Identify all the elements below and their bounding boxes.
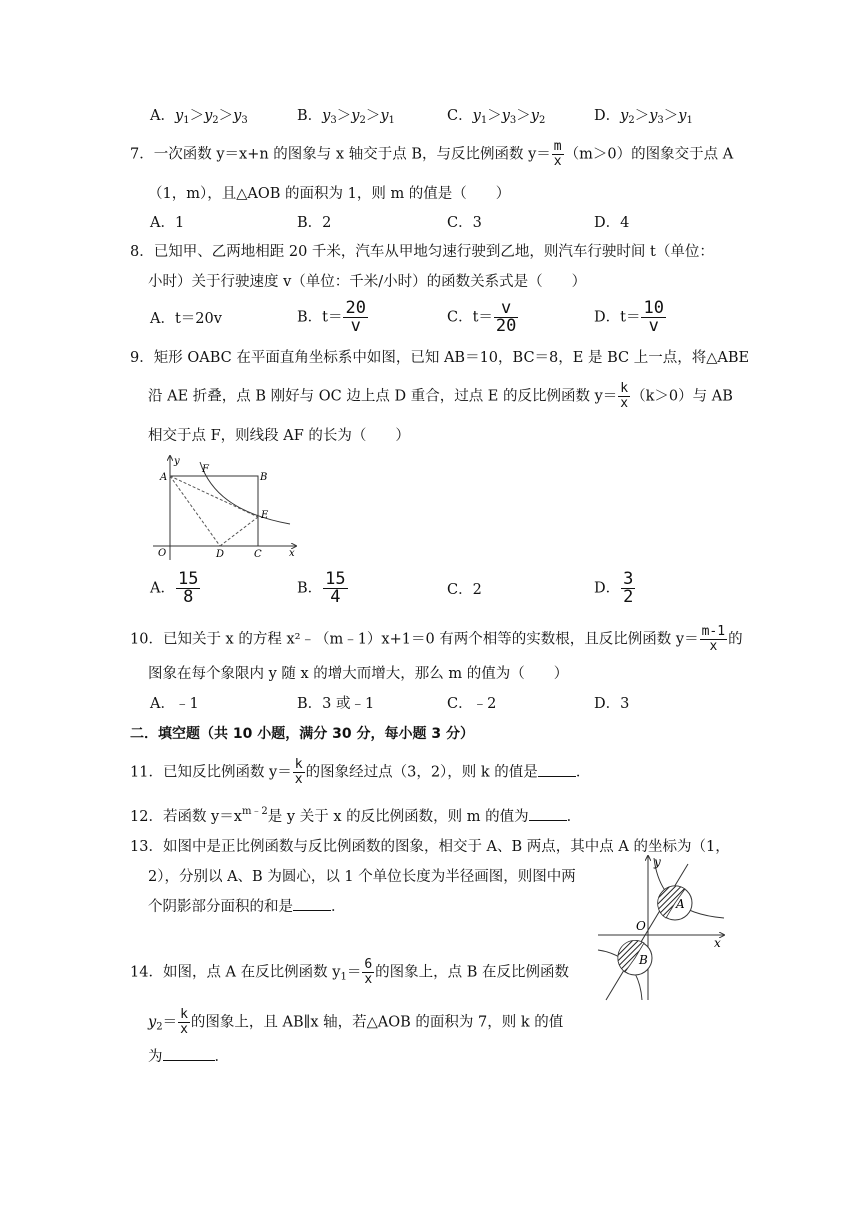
q8-line1: 8．已知甲、乙两地相距 20 千米，汽车从甲地匀速行驶到乙地，则汽车行驶时间 t（单位： — [130, 244, 714, 260]
q9-segment-ae — [170, 476, 258, 517]
q14-answer-blank[interactable] — [163, 1046, 215, 1061]
q9-label-c: C — [254, 549, 262, 560]
q9-option-b: B． $\frac{15}{4}$ — [297, 569, 346, 607]
q7-fraction: $\frac{m}{x}$ — [553, 139, 562, 169]
q9-line1: 9．矩形 OABC 在平面直角坐标系中如图，已知 AB＝10，BC＝8，E 是 BC 上一点，将△ABE — [130, 350, 750, 366]
q9-line2: 沿 AE 折叠，点 B 刚好与 OC 边上点 D 重合，过点 E 的反比例函数 y＝ $\frac{k}{x}$ （k＞0）与 AB — [148, 381, 733, 411]
q10-option-c: C．﹣2 — [447, 696, 497, 712]
q9-label-b: B — [260, 472, 268, 483]
q6-option-d: D．$y_2>y_3>y_1$ — [594, 108, 693, 126]
q9-line3: 相交于点 F，则线段 AF 的长为（ ） — [148, 428, 410, 444]
q13-figure — [596, 852, 730, 1002]
q10-line1: 10．已知关于 x 的方程 x²﹣（m﹣1）x+1＝0 有两个相等的实数根，且反比例函数 y＝ $\frac{m-1}{x}$ 的 — [130, 624, 743, 654]
q11-fraction: $\frac{k}{x}$ — [294, 757, 303, 787]
q10-option-b: B．3 或﹣1 — [297, 696, 375, 712]
q14-fraction-2: $\frac{k}{x}$ — [180, 1007, 188, 1037]
q11-answer-blank[interactable] — [538, 762, 576, 777]
q6-option-c: C．$y_1>y_3>y_2$ — [447, 108, 546, 126]
q9-label-o: O — [158, 548, 167, 559]
q11-line: 11．已知反比例函数 y＝ $\frac{k}{x}$ 的图象经过点（3，2），则 k 的值是 ． — [130, 757, 591, 787]
q13-label-x: x — [714, 936, 721, 950]
q13-line1: 13．如图中是正比例函数与反比例函数的图象，相交于 A、B 两点，其中点 A 的坐标为（1， — [130, 839, 730, 855]
q13-line3: 个阴影部分面积的和是 ． — [148, 896, 346, 917]
q13-label-o: O — [636, 919, 646, 933]
q7-line2: （1，m），且△AOB 的面积为 1，则 m 的值是（ ） — [148, 186, 511, 202]
q7-option-d: D．4 — [594, 215, 630, 231]
q10-fraction: $\frac{m-1}{x}$ — [701, 624, 726, 654]
q10-option-d: D．3 — [594, 696, 630, 712]
q7-option-b: B．2 — [297, 215, 332, 231]
q13-label-y: y — [654, 855, 661, 869]
q9-segment-ad — [170, 476, 220, 546]
q10-line2: 图象在每个象限内 y 随 x 的增大而增大，那么 m 的值为（ ） — [148, 666, 569, 682]
q9-label-x: x — [289, 548, 295, 559]
q8-option-a: A．t＝20v — [150, 311, 222, 327]
q9-segment-de — [220, 517, 258, 546]
q9-label-e: E — [261, 510, 269, 521]
q13-line2: 2），分别以 A、B 为圆心，以 1 个单位长度为半径画图，则图中两 — [148, 869, 576, 885]
q9-label-y: y — [174, 456, 180, 467]
q9-label-a: A — [160, 472, 168, 483]
q9-option-a: A． $\frac{15}{8}$ — [150, 569, 199, 607]
q9-option-d: D． $\frac{3}{2}$ — [594, 569, 634, 607]
q12-line: 12．若函数 $y=x^{m﹣2}$是 y 关于 x 的反比例函数，则 m 的值为 ． — [130, 806, 582, 825]
q9-fraction: $\frac{k}{x}$ — [620, 381, 629, 411]
q7-option-c: C．3 — [447, 215, 482, 231]
q12-answer-blank[interactable] — [529, 806, 567, 821]
q6-option-b: B．$y_3>y_2>y_1$ — [297, 108, 395, 126]
q9-curve — [200, 462, 290, 524]
q9-label-d: D — [216, 549, 225, 560]
q13-label-a: A — [676, 897, 685, 911]
q6-option-a: A．$y_1>y_2>y_3$ — [150, 108, 248, 126]
q7-line1: 7．一次函数 y＝x+n 的图象与 x 轴交于点 B，与反比例函数 y＝ $\frac{m}{x}$ （m＞0）的图象交于点 A — [130, 139, 734, 169]
q14-line3: 为 ． — [148, 1046, 229, 1067]
q9-label-f: F — [202, 464, 209, 475]
q14-line1: 14．如图，点 A 在反比例函数 $y_1=$ $\frac{6}{x}$ 的图象上，点 B 在反比例函数 — [130, 957, 570, 987]
q13-proportional-line — [606, 864, 688, 1000]
q10-option-a: A．﹣1 — [150, 696, 199, 712]
q8-line2: 小时）关于行驶速度 v（单位：千米/小时）的函数关系式是（ ） — [148, 274, 587, 290]
q9-option-c: C．2 — [447, 582, 482, 598]
q13-label-b: B — [639, 953, 648, 967]
q13-answer-blank[interactable] — [293, 896, 331, 911]
q14-line2: $y_2=$ $\frac{k}{x}$ 的图象上，且 AB∥x 轴，若△AOB 的面积为 7，则 k 的值 — [148, 1007, 564, 1037]
q7-option-a: A．1 — [150, 215, 185, 231]
q14-fraction-1: $\frac{6}{x}$ — [364, 957, 373, 987]
q8-option-c: C．t＝ $\frac{v}{20}$ — [447, 298, 517, 336]
q8-option-b: B．t＝ $\frac{20}{v}$ — [297, 298, 366, 336]
q8-option-d: D．t＝ $\frac{10}{v}$ — [594, 298, 664, 336]
section2-heading: 二．填空题（共 10 小题，满分 30 分，每小题 3 分） — [130, 726, 474, 742]
q9-figure — [150, 452, 300, 562]
